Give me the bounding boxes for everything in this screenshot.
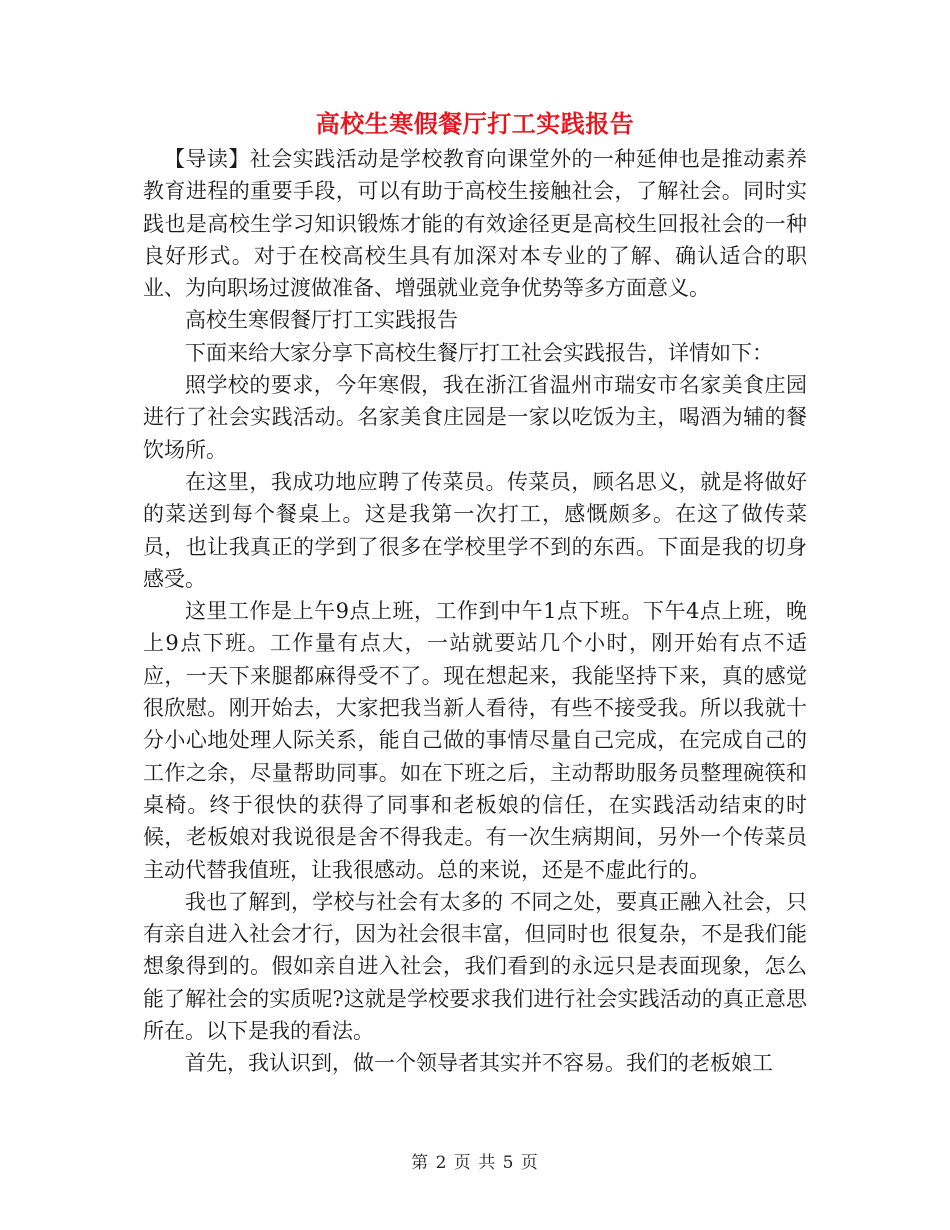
body-paragraph: 首先，我认识到，做一个领导者其实并不容易。我们的老板娘工 (185, 1051, 773, 1076)
document-title: 高校生寒假餐厅打工实践报告 (315, 109, 635, 138)
body-paragraph: 我也了解到，学校与社会有太多的 不同之处，要真正融入社会，只有亲自进入社会才行，因为社会很丰富，但同时也 很复杂，不是我们能想象得到的。假如亲自进入社会，我们看到的永远只是表面现象，怎么能了解社会的实质呢?这就是学校要求我们进行社会实践活动的真正意思所在。以下是我的看法。 (143, 889, 807, 1044)
body-paragraph: 在这里，我成功地应聘了传菜员。传菜员，顾名思义，就是将做好的菜送到每个餐桌上。这是我第一次打工，感慨颇多。在这了做传菜员，也让我真正的学到了很多在学校里学不到的东西。下面是我的切身感受。 (143, 469, 807, 591)
subtitle-paragraph: 高校生寒假餐厅打工实践报告 (185, 308, 458, 333)
body-paragraph: 这里工作是上午9点上班，工作到中午1点下班。下午4点上班，晚上9点下班。工作量有点大，一站就要站几个小时，刚开始有点不适应，一天下来腿都麻得受不了。现在想起来，我能坚持下来，真的感觉很欣慰。刚开始去，大家把我当新人看待，有些不接受我。所以我就十分小心地处理人际关系，能自己做的事情尽量自己完成，在完成自己的工作之余，尽量帮助同事。如在下班之后，主动帮助服务员整理碗筷和桌椅。终于很快的获得了同事和老板娘的信任，在实践活动结束的时候，老板娘对我说很是舍不得我走。有一次生病期间，另外一个传菜员主动代替我值班，让我很感动。总的来说，还是不虚此行的。 (143, 599, 807, 882)
intro-paragraph: 【导读】社会实践活动是学校教育向课堂外的一种延伸也是推动素养教育进程的重要手段，可以有助于高校生接触社会，了解社会。同时实践也是高校生学习知识锻炼才能的有效途径更是高校生回报社会的一种良好形式。对于在校高校生具有加深对本专业的了解、确认适合的职业、为向职场过渡做准备、增强就业竞争优势等多方面意义。 (143, 147, 807, 301)
document-body (143, 143, 807, 1080)
share-paragraph: 下面来给大家分享下高校生餐厅打工社会实践报告，详情如下： (185, 340, 773, 365)
page-number-footer: 第 2 页 共 5 页 (411, 1153, 539, 1173)
body-paragraph: 照学校的要求，今年寒假，我在浙江省温州市瑞安市名家美食庄园进行了社会实践活动。名家美食庄园是一家以吃饭为主，喝酒为辅的餐饮场所。 (143, 373, 807, 462)
